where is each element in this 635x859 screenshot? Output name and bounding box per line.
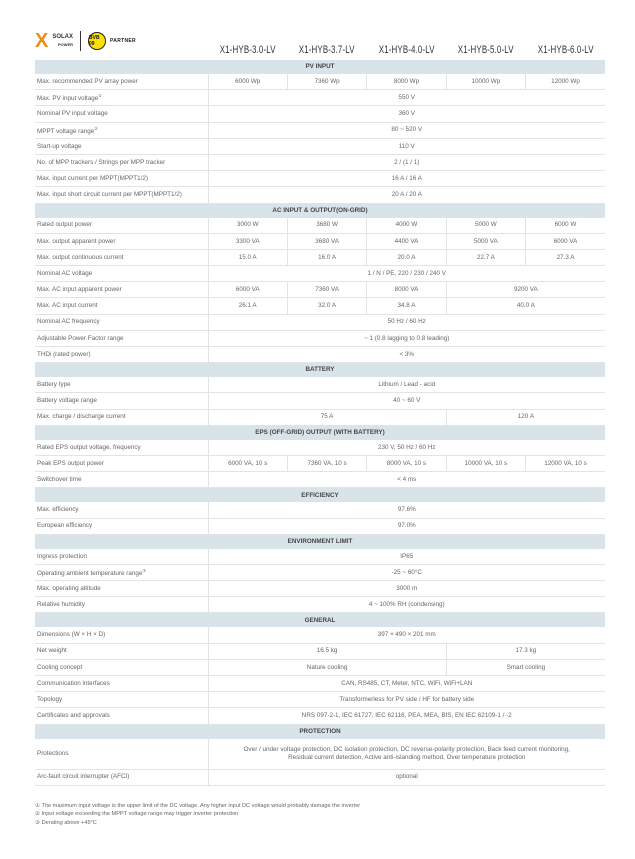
row-label [35,409,208,425]
row-value: 12000 VA, 10 s [526,455,605,471]
section-header-row [35,60,605,74]
row-label [35,692,208,708]
row-label [35,218,208,234]
table-row [35,122,605,138]
row-value: 15.0 A [208,249,287,265]
row-value: 10000 Wp [446,74,525,90]
footnote: ② Input voltage exceeding the MPPT voltage range may trigger inverter protection [35,811,239,818]
row-value: < 4 ms [208,472,605,488]
table-row [35,74,605,90]
row-value: 110 V [208,138,605,154]
row-label [35,314,208,330]
row-label [35,597,208,613]
row-label-text: Max. operating altitude [37,584,101,592]
table-row [35,676,605,692]
row-label [35,74,208,90]
section-header-row [35,363,605,378]
row-value: 8000 VA [367,282,446,298]
row-label-text: Rated EPS output voltage, frequency [37,443,141,451]
row-value: 4400 VA [367,233,446,249]
section-header-row [35,613,605,628]
section-header-row [35,534,605,549]
row-value: 3000 W [208,218,287,234]
row-label [35,455,208,471]
row-label-text: Nominal AC frequency [37,318,100,326]
table-row [35,187,605,203]
section-title: EPS (OFF-GRID) OUTPUT (WITH BATTERY) [35,425,605,440]
row-label [35,233,208,249]
partner-label: PARTNER [110,38,136,44]
row-label-text: Dimensions (W × H × D) [37,631,106,639]
table-row [35,518,605,534]
row-value: 26.1 A [208,298,287,314]
table-row [35,692,605,708]
table-row [35,597,605,613]
brand-logo [35,30,136,52]
row-value: 75 A [208,409,446,425]
row-label [35,154,208,170]
section-title: GENERAL [35,613,605,628]
row-value: 8000 Wp [367,74,446,90]
row-value: 17.3 kg [446,643,605,659]
section-header-row [35,203,605,218]
row-label [35,627,208,643]
row-label-text: Max. output continuous current [37,253,124,261]
row-label [35,440,208,456]
row-label-text: Operating ambient temperature range [37,570,143,578]
row-value: 10000 VA, 10 s [446,455,525,471]
table-row [35,233,605,249]
row-value: 360 V [208,106,605,122]
table-row [35,581,605,597]
row-label-text: Peak EPS output power [37,459,104,467]
footnote: ③ Derating above +45°C [35,819,97,826]
row-label-text: Protections [37,749,69,757]
row-value: 3300 VA [208,233,287,249]
section-title: PV INPUT [35,60,605,74]
row-value: 8000 VA, 10 s [367,455,446,471]
row-label [35,377,208,393]
row-value: 3680 VA [287,233,366,249]
row-value: 20.0 A [367,249,446,265]
row-value: ~ 1 (0.8 lagging to 0.8 leading) [208,330,605,346]
footnote-marker: ② [94,125,98,131]
row-value: optional [208,769,605,785]
row-value: 6000 Wp [208,74,287,90]
table-row [35,314,605,330]
table-row [35,502,605,518]
row-label [35,171,208,187]
table-row [35,282,605,298]
row-value: Transformerless for PV side / HF for battery side [208,692,605,708]
table-row [35,249,605,265]
model-name: X1-HYB-3.0-LV [219,44,276,56]
section-header-row [35,425,605,440]
table-row [35,409,605,425]
section-header-row [35,724,605,739]
row-value: 5000 VA [446,233,525,249]
row-value: 7360 Wp [287,74,366,90]
row-label [35,643,208,659]
row-label-text: Adjustable Power Factor range [37,334,124,342]
footnote-marker: ③ [142,568,146,574]
row-label-text: Certificates and approvals [37,712,110,720]
row-value: 120 A [446,409,605,425]
row-value: 50 Hz / 60 Hz [208,314,605,330]
row-value: IP65 [208,549,605,565]
row-label-text: Max. charge / discharge current [37,413,126,421]
row-label-text: Start-up voltage [37,142,82,150]
row-label [35,549,208,565]
table-row [35,330,605,346]
table-row [35,659,605,675]
model-header-row [208,44,605,56]
row-value: 6000 VA [526,233,605,249]
row-value: 16.0 A [287,249,366,265]
row-value: 40.0 A [446,298,605,314]
row-label-text: Max. input short circuit current per MPPT(MPPT1/2) [37,191,182,199]
model-name: X1-HYB-4.0-LV [378,44,435,56]
model-name: X1-HYB-5.0-LV [457,44,514,56]
row-label-text: Battery type [37,381,71,389]
row-label [35,708,208,724]
bvb-logo-icon: BVB 09 [88,32,106,50]
row-value: < 3% [208,347,605,363]
row-value: -25 ~ 60°C [208,564,605,580]
solax-wordmark: SOLAX POWER [52,34,74,47]
table-row [35,472,605,488]
table-row [35,266,605,282]
row-label [35,564,208,580]
row-value: Over / under voltage protection, DC isolation protection, DC reverse-polarity protection, Back feed current monitoring, Residual current detection, Active anti-islanding method, Over temperature protection [208,739,605,770]
row-label [35,581,208,597]
row-value: 5000 W [446,218,525,234]
model-name: X1-HYB-3.7-LV [299,44,356,56]
row-value: 16.5 kg [208,643,446,659]
row-value: 6000 W [526,218,605,234]
row-value: 7360 VA, 10 s [287,455,366,471]
table-row [35,90,605,106]
row-value: Smart cooling [446,659,605,675]
row-label [35,298,208,314]
table-row [35,769,605,785]
row-value: 27.3 A [526,249,605,265]
row-label [35,187,208,203]
table-row [35,347,605,363]
row-label-text: Max. AC input apparent power [37,286,122,294]
row-value: 397 × 490 × 201 mm [208,627,605,643]
row-label-text: Cooling concept [37,663,83,671]
row-label [35,769,208,785]
row-label-text: Nominal AC voltage [37,269,93,277]
row-label-text: Relative humidity [37,601,85,609]
row-label-text: Communication interfaces [37,679,110,687]
row-value: 4000 W [367,218,446,234]
logo-divider [80,31,81,51]
row-label-text: Max. output apparent power [37,237,116,245]
row-value: 6000 VA, 10 s [208,455,287,471]
row-value: 80 ~ 520 V [208,122,605,138]
row-label [35,106,208,122]
row-value: 7360 VA [287,282,366,298]
row-label-text: Max. efficiency [37,506,79,514]
section-title: PROTECTION [35,724,605,739]
row-label-text: Rated output power [37,221,92,229]
row-label [35,393,208,409]
table-row [35,455,605,471]
row-value: 1 / N / PE, 220 / 230 / 240 V [208,266,605,282]
row-value: 97.6% [208,502,605,518]
section-header-row [35,488,605,503]
row-value: 16 A / 16 A [208,171,605,187]
row-value: 97.0% [208,518,605,534]
row-value: CAN, RS485, CT, Meter, NTC, WiFi, WiFi+LAN [208,676,605,692]
row-value: 550 V [208,90,605,106]
model-name: X1-HYB-6.0-LV [537,44,594,56]
row-label-text: Ingress protection [37,552,88,560]
table-row [35,739,605,770]
row-label-text: Battery voltage range [37,397,97,405]
row-value: 34.8 A [367,298,446,314]
row-label [35,518,208,534]
table-row [35,549,605,565]
row-label [35,122,208,138]
footnote: ① The maximum input voltage is the upper limit of the DC voltage. Any higher input DC voltage would probably damage the inverter [35,803,361,809]
table-row [35,138,605,154]
row-label-text: Max. input current per MPPT(MPPT1/2) [37,174,148,182]
row-label [35,266,208,282]
row-value: 4 ~ 100% RH (condensing) [208,597,605,613]
row-value: NRS 097-2-1, IEC 61727, IEC 62116, PEA, MEA, BIS, EN IEC 62109-1 / -2 [208,708,605,724]
row-label [35,90,208,106]
row-label [35,739,208,770]
row-label [35,659,208,675]
row-value: 2 / (1 / 1) [208,154,605,170]
row-value: 20 A / 20 A [208,187,605,203]
row-label-text: Max. PV input voltage [37,95,99,103]
row-value: 9200 VA [446,282,605,298]
row-label-text: THDi (rated power) [37,350,91,358]
row-label [35,330,208,346]
table-row [35,393,605,409]
row-value: 22.7 A [446,249,525,265]
row-label-text: MPPT voltage range [37,127,95,135]
footnotes [35,802,360,827]
row-label-text: Switchover time [37,475,82,483]
row-value: 32.0 A [287,298,366,314]
row-label-text: Arc-fault circuit interrupter (AFCI) [37,773,130,781]
row-label [35,347,208,363]
row-label [35,282,208,298]
row-value: 12000 Wp [526,74,605,90]
row-label-text: Max. recommended PV array power [37,77,138,85]
section-title: AC INPUT & OUTPUT(ON-GRID) [35,203,605,218]
footnote-marker: ① [98,93,102,99]
row-value: Lithium / Lead - acid [208,377,605,393]
row-value: 3000 m [208,581,605,597]
row-label [35,138,208,154]
row-label [35,249,208,265]
row-label [35,502,208,518]
row-value: Nature cooling [208,659,446,675]
table-row [35,298,605,314]
table-row [35,154,605,170]
table-row [35,377,605,393]
row-value: 230 V, 50 Hz / 60 Hz [208,440,605,456]
row-label [35,472,208,488]
table-row [35,627,605,643]
table-row [35,708,605,724]
table-row [35,171,605,187]
spec-table [35,60,605,786]
row-label-text: Topology [37,696,63,704]
row-value: 40 ~ 60 V [208,393,605,409]
table-row [35,218,605,234]
table-row [35,440,605,456]
solax-x-icon: X [35,30,49,52]
row-label-text: European efficiency [37,522,93,530]
section-title: EFFICIENCY [35,488,605,503]
row-label-text: Nominal PV input voltage [37,110,108,118]
row-value: 6000 VA [208,282,287,298]
table-row [35,643,605,659]
row-label-text: Net weight [37,647,67,655]
section-title: ENVIRONMENT LIMIT [35,534,605,549]
row-label [35,676,208,692]
table-row [35,106,605,122]
table-row [35,564,605,580]
row-value: 3680 W [287,218,366,234]
section-title: BATTERY [35,363,605,378]
row-label-text: No. of MPP trackers / Strings per MPP tracker [37,158,166,166]
row-label-text: Max. AC input current [37,302,98,310]
